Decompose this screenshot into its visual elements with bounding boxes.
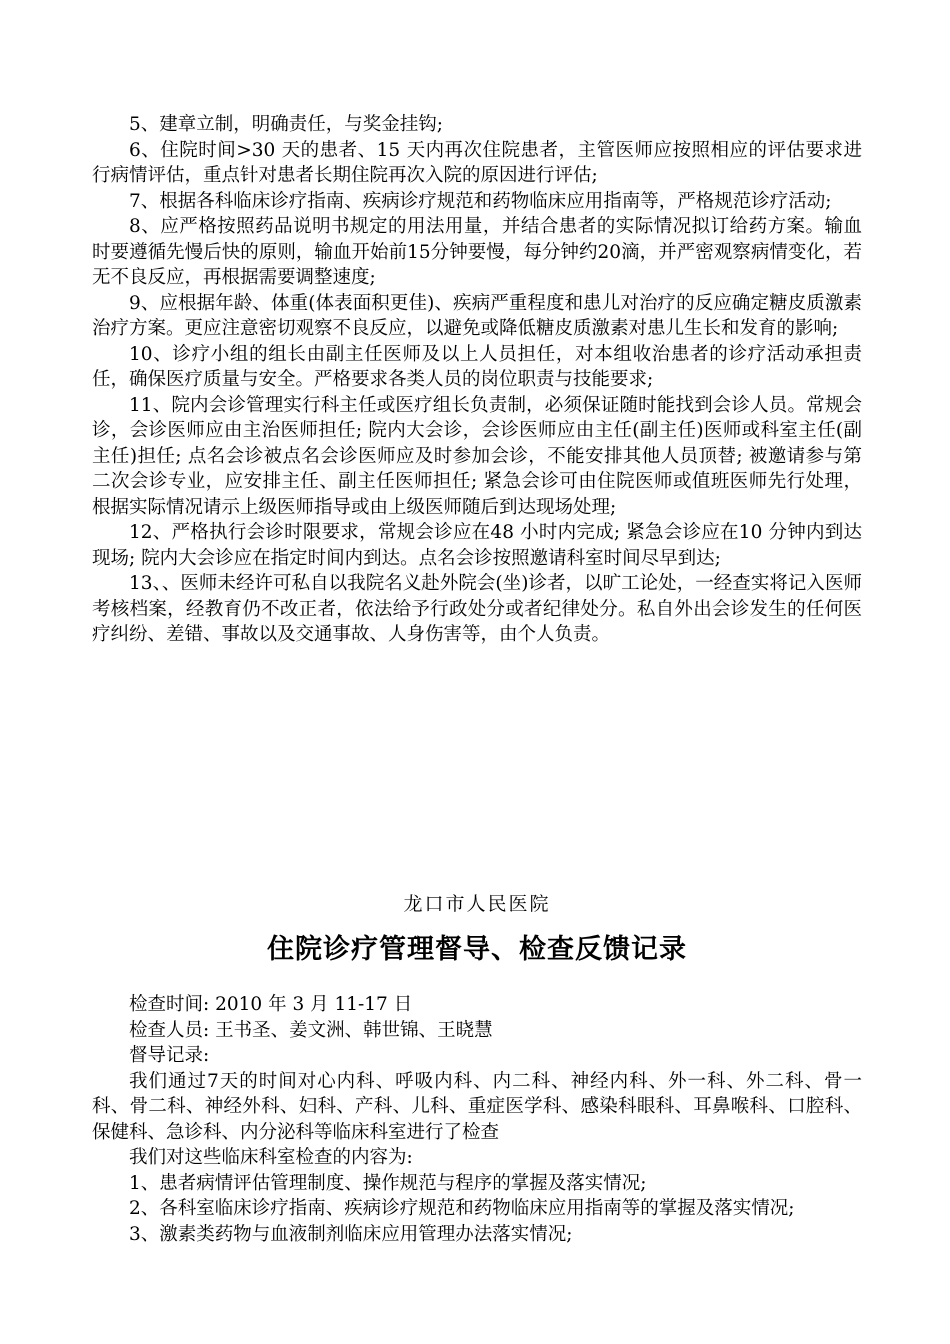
- rule-11: 11、院内会诊管理实行科主任或医疗组长负责制，必须保证随时能找到会诊人员。常规会诊，会诊医师应由主治医师担任; 院内大会诊，会诊医师应由主任(副主任)医师或科室主任(副主任)担任; 点名会诊被点名会诊医师应及时参加会诊，不能安排其他人员顶替; 被邀请参与第二次会诊专业，应安排主任、副主任医师担任; 紧急会诊可由住院医师或值班医师先行处理，根据实际情况请示上级医师指导或由上级医师随后到达现场处理;: [92, 394, 862, 518]
- hospital-name: 龙口市人民医院: [403, 893, 551, 915]
- rule-10: 10、诊疗小组的组长由副主任医师及以上人员担任，对本组收治患者的诊疗活动承担责任，确保医疗质量与安全。严格要求各类人员的岗位职责与技能要求;: [92, 343, 862, 390]
- document-header: [92, 890, 862, 970]
- rule-6: 6、住院时间>30 天的患者、15 天内再次住院患者，主管医师应按照相应的评估要求进行病情评估，重点针对患者长期住院再次入院的原因进行评估;: [92, 139, 862, 186]
- rule-12: 12、严格执行会诊时限要求，常规会诊应在48 小时内完成; 紧急会诊应在10 分钟内到达现场; 院内大会诊应在指定时间内到达。点名会诊按照邀请科室时间尽早到达;: [92, 522, 862, 569]
- inspectors: 检查人员: 王书圣、姜文洲、韩世锦、王晓慧: [129, 1019, 493, 1041]
- inspection-time: 检查时间: 2010 年 3 月 11-17 日: [129, 994, 413, 1015]
- rule-7: 7、根据各科临床诊疗指南、疾病诊疗规范和药物临床应用指南等，严格规范诊疗活动;: [129, 190, 832, 212]
- rule-5: 5、建章立制，明确责任，与奖金挂钩;: [129, 114, 444, 135]
- rule-13: 13、、医师未经许可私自以我院名义赴外院会(坐)诊者，以旷工论处，一经查实将记入医师考核档案，经教育仍不改正者，依法给予行政处分或者纪律处分。私自外出会诊发生的任何医疗纠纷、差错、事故以及交通事故、人身伤害等，由个人负责。: [92, 573, 862, 645]
- rules-section: [92, 112, 862, 648]
- rule-9: 9、应根据年龄、体重(体表面积更佳)、疾病严重程度和患儿对治疗的反应确定糖皮质激素治疗方案。更应注意密切观察不良反应，以避免或降低糖皮质激素对患儿生长和发育的影响;: [92, 292, 862, 339]
- rule-8: 8、应严格按照药品说明书规定的用法用量，并结合患者的实际情况拟订给药方案。输血时要遵循先慢后快的原则，输血开始前15分钟要慢，每分钟约20滴，并严密观察病情变化，若无不良反应，再根据需要调整速度;: [92, 216, 862, 288]
- item-1: 1、患者病情评估管理制度、操作规范与程序的掌握及落实情况;: [129, 1172, 647, 1194]
- inspection-intro: 我们通过7天的时间对心内科、呼吸内科、内二科、神经内科、外一科、外二科、骨一科、骨二科、神经外科、妇科、产科、儿科、重症医学科、感染科眼科、耳鼻喉科、口腔科、保健科、急诊科、内分泌科等临床科室进行了检查: [92, 1070, 862, 1143]
- inspection-record: [92, 992, 862, 1247]
- item-3: 3、激素类药物与血液制剂临床应用管理办法落实情况;: [129, 1223, 573, 1245]
- item-2: 2、各科室临床诊疗指南、疾病诊疗规范和药物临床应用指南等的掌握及落实情况;: [129, 1198, 795, 1219]
- items-intro: 我们对这些临床科室检查的内容为:: [129, 1147, 413, 1168]
- document-title: 住院诊疗管理督导、检查反馈记录: [267, 934, 687, 965]
- notes-label: 督导记录:: [129, 1045, 210, 1066]
